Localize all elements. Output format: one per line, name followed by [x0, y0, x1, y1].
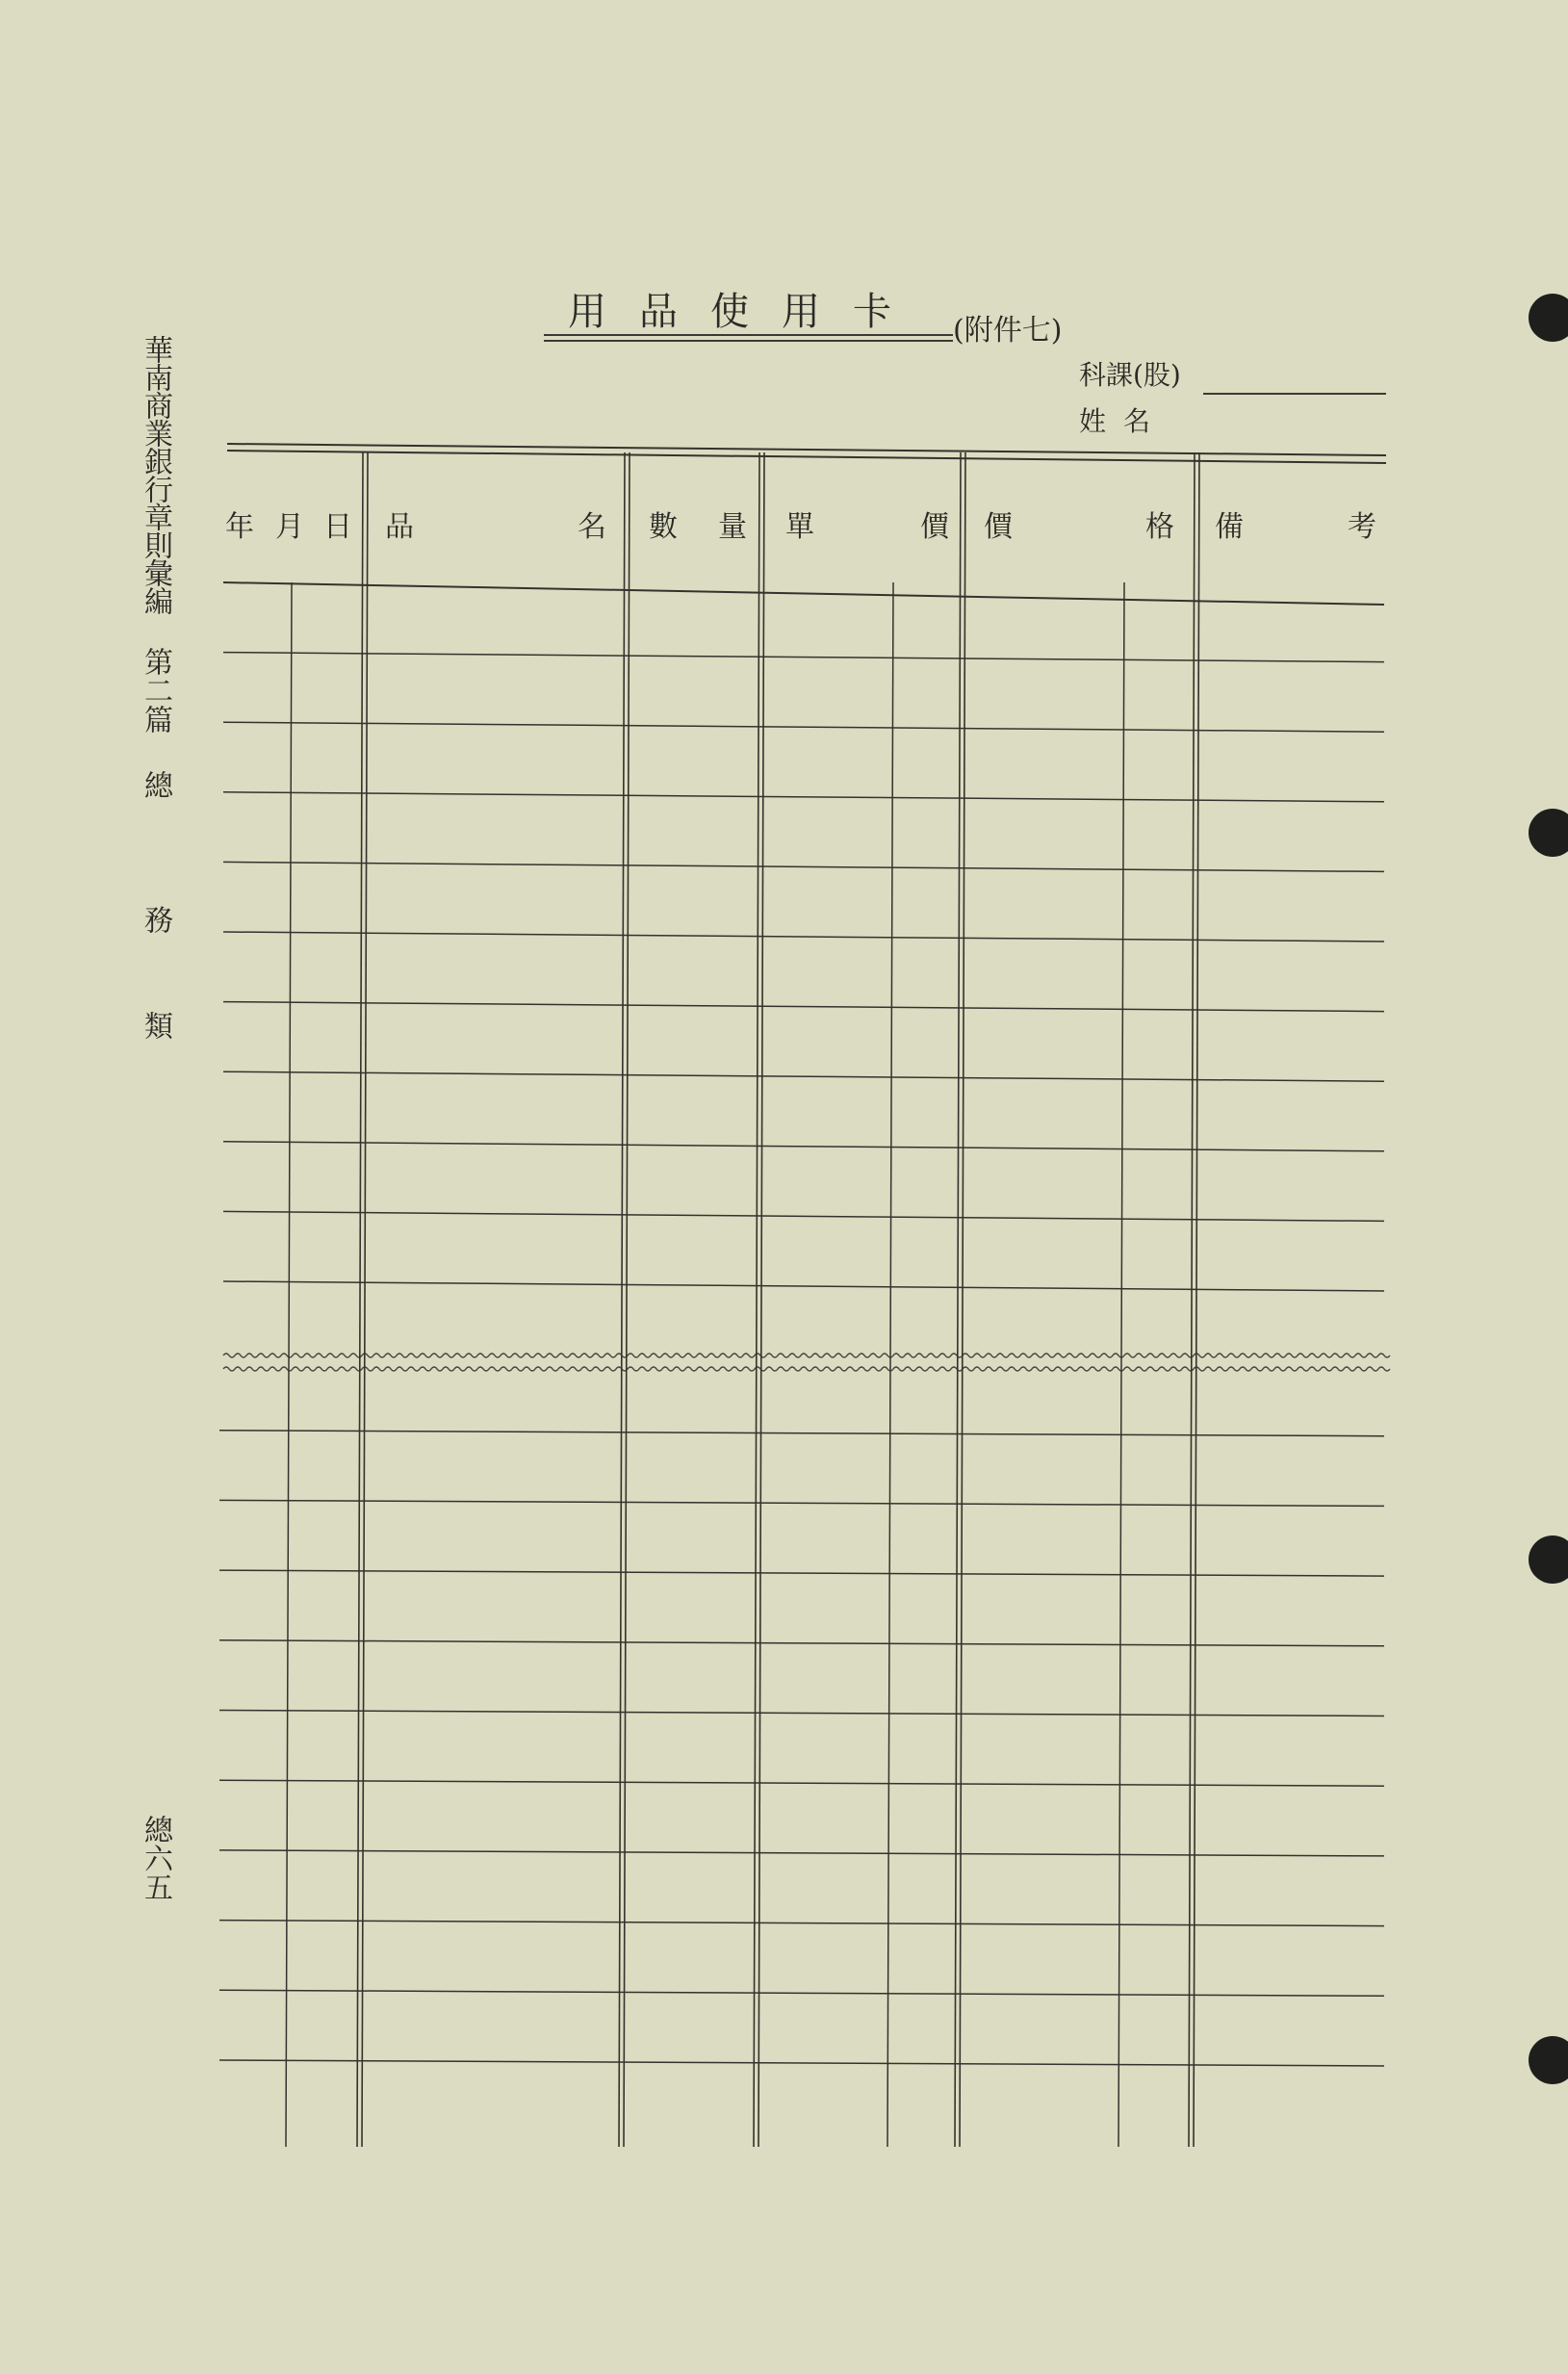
part-label: 第二篇 [139, 647, 172, 734]
column-double-line [960, 452, 965, 2147]
row-line [219, 1640, 1384, 1646]
page-number: 總六五 [139, 1815, 172, 1901]
row-line [219, 1850, 1384, 1856]
header-item-name-1: 品 [385, 510, 414, 544]
column-line [286, 582, 292, 2147]
name-label: 姓名 [1079, 405, 1169, 437]
row-line [219, 1711, 1384, 1716]
row-line [223, 932, 1384, 942]
header-quantity: 數量 [649, 510, 787, 544]
category-char: 務 [139, 905, 172, 934]
header-remarks-1: 備 [1215, 510, 1244, 544]
column-double-line [624, 452, 630, 2147]
column-line [1118, 582, 1124, 2147]
row-line [223, 653, 1384, 662]
header-remarks-2: 考 [1348, 510, 1376, 544]
row-line [219, 1780, 1384, 1786]
section-break-wavy-line [223, 1354, 1390, 1357]
row-line [223, 862, 1384, 871]
row-line [223, 1142, 1384, 1151]
form-title: 用品使用卡 [568, 290, 924, 334]
header-month: 月 [275, 510, 304, 544]
row-line [223, 1071, 1384, 1081]
header-unit-price-1: 單 [785, 510, 814, 544]
header-item-name-2: 名 [578, 510, 606, 544]
row-line [223, 1211, 1384, 1221]
row-line [219, 1921, 1384, 1926]
header-unit-price-2: 價 [920, 510, 949, 544]
row-line [223, 1002, 1384, 1012]
row-line [219, 1500, 1384, 1506]
row-line [223, 792, 1384, 802]
top-double-rule [227, 444, 1386, 455]
column-double-line [619, 452, 625, 2147]
category-char: 類 [139, 1011, 172, 1040]
row-line [223, 1281, 1384, 1291]
header-day: 日 [323, 510, 352, 544]
row-line [219, 2060, 1384, 2066]
category-char: 總 [139, 770, 172, 799]
department-label: 科課(股) [1079, 359, 1181, 391]
column-double-line [955, 452, 961, 2147]
header-amount-2: 格 [1145, 510, 1174, 544]
column-double-line [758, 452, 764, 2147]
row-line [219, 1570, 1384, 1576]
attachment-note: (附件七) [953, 314, 1063, 348]
row-line [223, 722, 1384, 732]
column-line [887, 582, 893, 2147]
column-double-line [754, 452, 759, 2147]
section-break-wavy-line [223, 1367, 1390, 1371]
header-year: 年 [225, 510, 254, 544]
top-double-rule [227, 451, 1386, 463]
row-line [219, 1990, 1384, 1996]
book-title: 華南商業銀行章則彙編 [139, 335, 172, 614]
row-line [219, 1431, 1384, 1436]
header-amount-1: 價 [984, 510, 1013, 544]
header-bottom-rule [223, 582, 1384, 605]
